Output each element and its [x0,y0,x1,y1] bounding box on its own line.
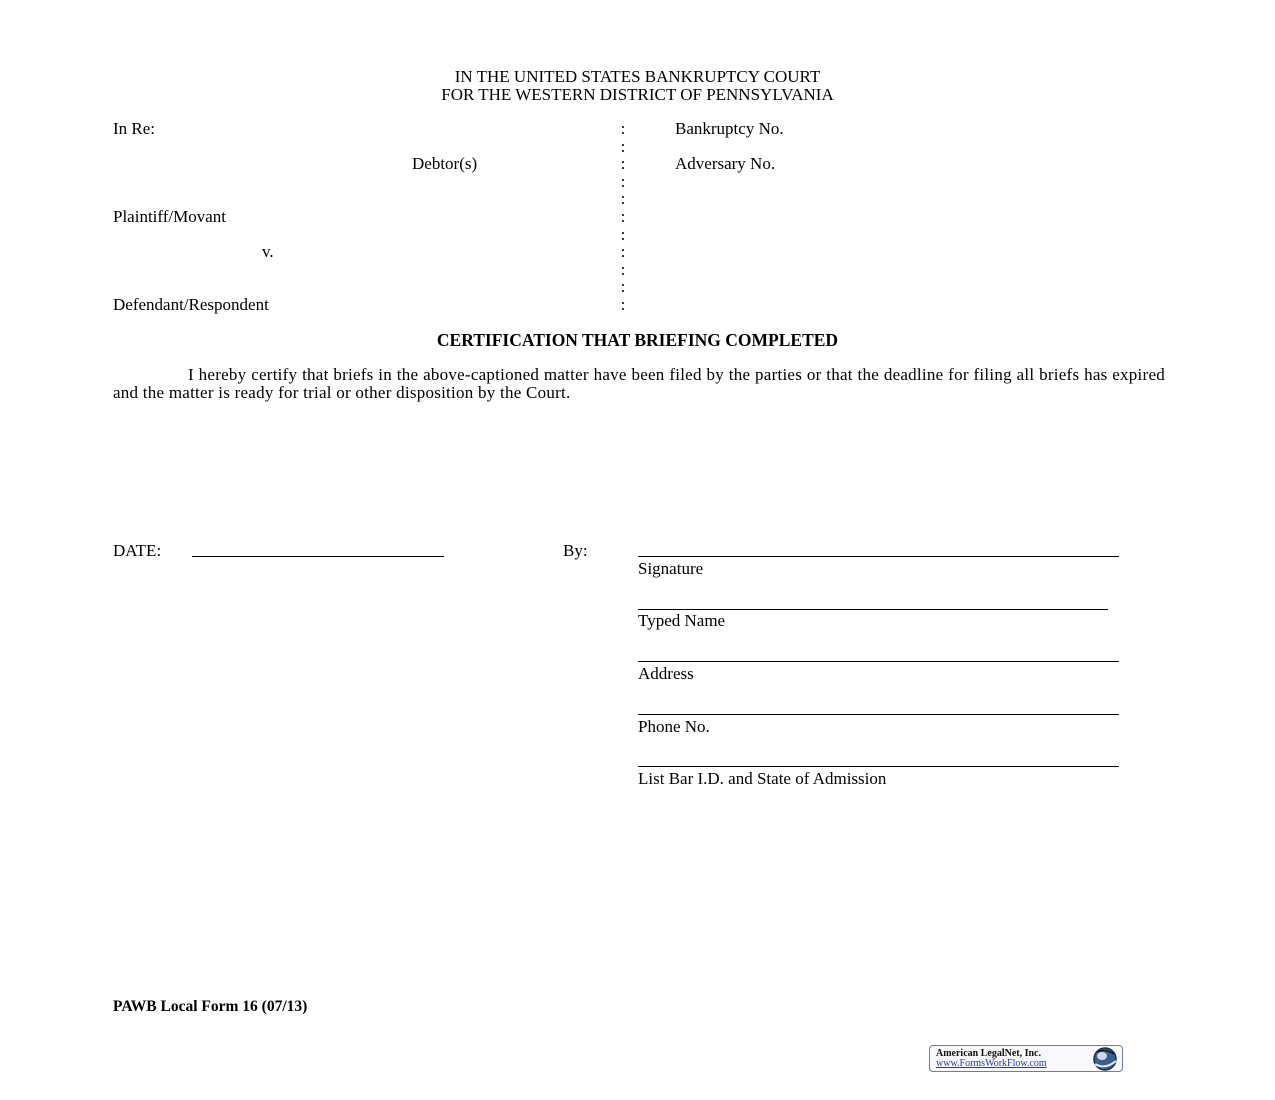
versus-label: v. [262,242,274,261]
signature-label: Signature [638,559,704,578]
caption-colon: : [620,189,626,208]
bankruptcy-number-label: Bankruptcy No. [675,119,784,138]
by-label: By: [563,541,588,560]
caption-colon: : [620,277,626,296]
caption-colon: : [620,260,626,279]
caption-colon: : [620,137,626,156]
bar-id-label: List Bar I.D. and State of Admission [638,769,887,788]
court-name: IN THE UNITED STATES BANKRUPTCY COURT [454,67,821,86]
address-label: Address [638,664,694,683]
in-re-label: In Re: [113,119,156,138]
date-label: DATE: [113,541,162,560]
phone-line[interactable] [638,714,1119,715]
bar-id-line[interactable] [638,766,1119,767]
form-identifier: PAWB Local Form 16 (07/13) [113,998,308,1015]
publisher-name: American LegalNet, Inc. [936,1048,1041,1059]
typed-name-label: Typed Name [638,611,726,630]
signature-line[interactable] [638,556,1119,557]
certification-paragraph: I hereby certify that briefs in the above-captioned matter have been filed by the parties or that the deadline for filing all briefs has expired and the matter is ready for trial or other disposition by the Court. [113,365,1165,402]
caption-colon: : [620,295,626,314]
address-line[interactable] [638,661,1119,662]
caption-colon: : [620,207,626,226]
defendant-label: Defendant/Respondent [113,295,269,314]
adversary-number-label: Adversary No. [675,154,776,173]
publisher-badge[interactable] [929,1045,1123,1072]
caption-colon: : [620,172,626,191]
phone-label: Phone No. [638,717,710,736]
caption-colon: : [620,242,626,261]
date-line[interactable] [192,556,444,557]
caption-colon: : [620,119,626,138]
court-district: FOR THE WESTERN DISTRICT OF PENNSYLVANIA [441,85,834,104]
document-title: CERTIFICATION THAT BRIEFING COMPLETED [436,330,839,350]
debtor-label: Debtor(s) [412,154,478,173]
caption-colon: : [620,154,626,173]
publisher-link[interactable]: www.FormsWorkFlow.com [936,1058,1047,1069]
plaintiff-label: Plaintiff/Movant [113,207,227,226]
globe-logo-icon [1087,1046,1123,1072]
caption-colon: : [620,225,626,244]
typed-name-line[interactable] [638,609,1108,610]
